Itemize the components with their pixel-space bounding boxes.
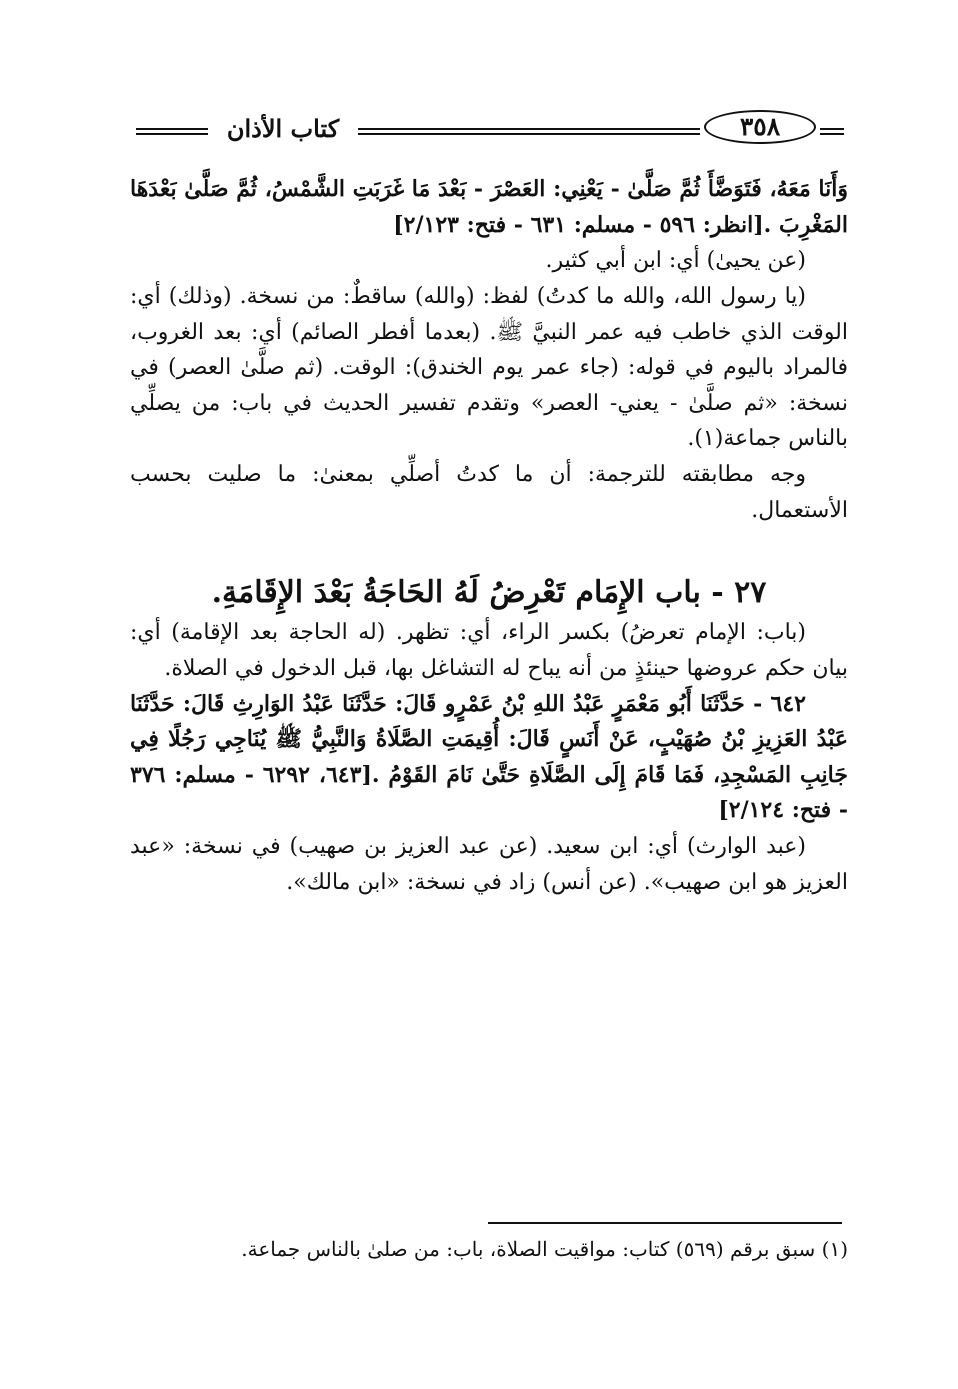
hadith-commentary: (عبد الوارث) أي: ابن سعيد. (عن عبد العزيز بن صهيب) في نسخة: «عبد العزيز هو ابن صهيب». (عن أنس) زاد في نسخة: «ابن مالك». [130,834,848,895]
page-number: ٣٥٨ [704,110,816,144]
chapter-explanation: (باب: الإمام تعرضُ) بكسر الراء، أي: تظهر. (له الحاجة بعد الإقامة) أي: بيان حكم عروضها حينئذٍ من أنه يباح له التشاغل بها، قبل الدخول في الصلاة. [130,620,848,681]
commentary-paragraph: وجه مطابقته للترجمة: أن ما كدتُ أصلِّي بمعنىٰ: ما صليت بحسب الأستعمال. [130,462,848,523]
hadith-continuation: وَأَنَا مَعَهُ، فَتَوَضَّأَ ثُمَّ صَلَّىٰ - يَعْنِي: العَصْرَ - بَعْدَ مَا غَرَبَتِ الشَّمْسُ، ثُمَّ صَلَّىٰ بَعْدَهَا المَغْرِبَ .[انظر: ٥٩٦ - مسلم: ٦٣١ - فتح: ٢/١٢٣] [130,176,848,238]
header-rule-right [820,128,844,136]
commentary-paragraph: (عن يحيىٰ) أي: ابن أبي كثير. [545,248,806,274]
header-rule-middle [358,128,700,136]
hadith-text: ٦٤٢ - حَدَّثَنَا أَبُو مَعْمَرٍ عَبْدُ اللهِ بْنُ عَمْرٍو قَالَ: حَدَّثَنَا عَبْدُ الوَارِثِ قَالَ: حَدَّثَنَا عَبْدُ العَزِيزِ بْنُ صُهَيْبٍ، عَنْ أَنَسٍ قَالَ: أُقِيمَتِ الصَّلَاةُ وَالنَّبِيُّ ﷺ يُنَاجِي رَجُلًا فِي جَانِبِ المَسْجِدِ، فَمَا قَامَ إِلَى الصَّلَاةِ حَتَّىٰ نَامَ القَوْمُ .[٦٤٣، ٦٢٩٢ - مسلم: ٣٧٦ - فتح: ٢/١٢٤] [130,690,848,824]
footnote: (١) سبق برقم (٥٦٩) كتاب: مواقيت الصلاة، باب: من صلىٰ بالناس جماعة. [241,1237,848,1261]
chapter-heading: ٢٧ - باب الإِمَام تَعْرِضُ لَهُ الحَاجَةُ بَعْدَ الإِقَامَةِ. [211,575,767,611]
footnote-divider [488,1222,842,1224]
header-rule-left [136,128,208,136]
running-header [130,106,848,150]
commentary-paragraph: (يا رسول الله، والله ما كدتُ) لفظ: (والله) ساقطٌ: من نسخة. (وذلك) أي: الوقت الذي خاطب فيه عمر النبيَّ ﷺ. (بعدما أفطر الصائم) أي: بعد الغروب، فالمراد باليوم في قوله: (جاء عمر يوم الخندق): الوقت. (ثم صلَّىٰ العصر) في نسخة: «ثم صلَّىٰ - يعني- العصر» وتقدم تفسير الحديث في باب: من يصلِّي بالناس جماعة(١). [130,283,848,452]
header-title: كتاب الأذان [226,114,340,143]
main-text [130,172,848,900]
